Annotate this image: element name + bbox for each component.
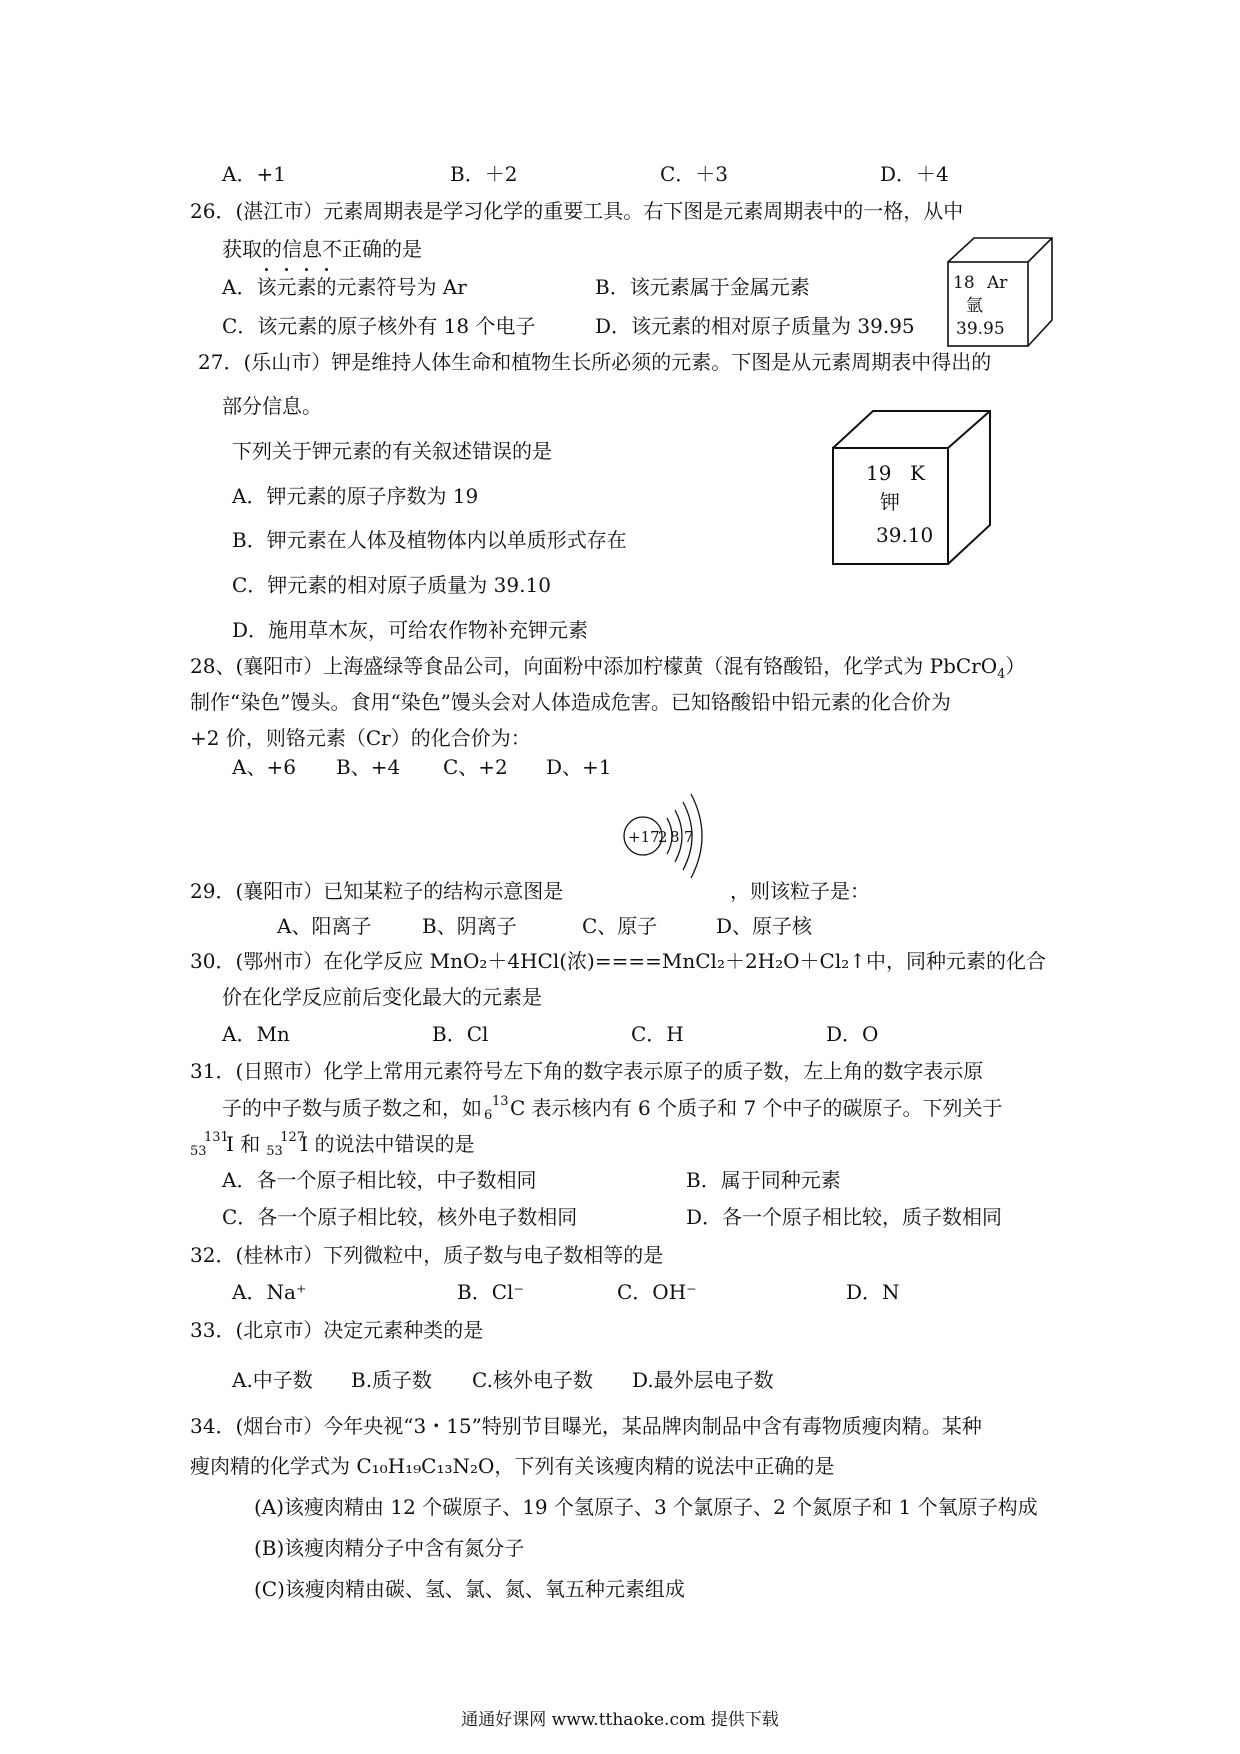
q30-option-b: B．Cl [432, 1022, 489, 1046]
q29-option-b: B、阴离子 [422, 914, 517, 938]
q32-option-c: C．OH⁻ [617, 1280, 697, 1304]
q27-option-c: C．钾元素的相对原子质量为 39.10 [232, 573, 551, 597]
q27-option-b: B．钾元素在人体及植物体内以单质形式存在 [232, 528, 627, 552]
q25-option-c: C．＋3 [660, 162, 729, 186]
ar-name: 氩 [966, 296, 983, 316]
q28-option-a: A、+6 [232, 755, 296, 779]
q31-option-a: A．各一个原子相比较，中子数相同 [222, 1168, 537, 1192]
q30-line2: 价在化学反应前后变化最大的元素是 [222, 985, 542, 1009]
k-mass: 39.10 [876, 523, 934, 547]
q26-option-c: C．该元素的原子核外有 18 个电子 [222, 314, 536, 338]
q31-option-c: C．各一个原子相比较，核外电子数相同 [222, 1205, 578, 1229]
q31-line2: 子的中子数与质子数之和，如 6 13 C 表示核内有 6 个质子和 7 个中子的碳原子。下列关于 [222, 1094, 1003, 1123]
q34-line2: 瘦肉精的化学式为 C₁₀H₁₉C₁₃N₂O，下列有关该瘦肉精的说法中正确的是 [190, 1454, 835, 1478]
shell-2-electrons: 8 [670, 828, 680, 846]
q34-line1: 34．(烟台市）今年央视“3・15”特别节目曝光，某品牌肉制品中含有毒物质瘦肉精。某种 [190, 1414, 982, 1438]
q29-option-a: A、阳离子 [277, 914, 372, 938]
q28-line2: 制作“染色”馒头。食用“染色”馒头会对人体造成危害。已知铬酸铅中铅元素的化合价为 [190, 690, 951, 714]
q31-line1: 31．(日照市）化学上常用元素符号左下角的数字表示原子的质子数，左上角的数字表示原 [190, 1059, 984, 1083]
q29-option-d: D、原子核 [716, 914, 813, 938]
q27-option-a: A．钾元素的原子序数为 19 [232, 484, 479, 508]
k-name: 钾 [880, 490, 900, 514]
q26-line1: 26．(湛江市）元素周期表是学习化学的重要工具。右下图是元素周期表中的一格，从中 [190, 199, 964, 223]
q26-option-a: A．该元素的元素符号为 Ar [222, 275, 467, 299]
page-footer: 通通好课网 www.tthaoke.com 提供下载 [461, 1710, 779, 1730]
q31-option-b: B．属于同种元素 [686, 1168, 841, 1192]
q34-option-a: (A)该瘦肉精由 12 个碳原子、19 个氢原子、3 个氯原子、2 个氮原子和 1 个氧原子构成 [254, 1495, 1038, 1519]
q29-option-c: C、原子 [582, 914, 658, 938]
q33-option-a: A.中子数 [232, 1368, 313, 1392]
q31-line3: 53 131 I 和 53 127 I 的说法中错误的是 [190, 1130, 475, 1159]
q34-option-c: (C)该瘦肉精由碳、氢、氯、氮、氧五种元素组成 [254, 1577, 685, 1601]
q27-line1: 27．(乐山市）钾是维持人体生命和植物生长所必须的元素。下图是从元素周期表中得出的 [198, 350, 992, 374]
q28-line3: +2 价，则铬元素（Cr）的化合价为： [190, 726, 531, 750]
q32-option-b: B．Cl⁻ [457, 1280, 524, 1304]
q29-text-b: ，则该粒子是： [730, 879, 870, 903]
q25-option-b: B．＋2 [450, 162, 518, 186]
q32-option-a: A．Na⁺ [232, 1280, 307, 1304]
q34-option-b: (B)该瘦肉精分子中含有氮分子 [254, 1536, 525, 1560]
ar-number: 18 [953, 273, 975, 293]
shell-3-electrons: 7 [684, 828, 694, 846]
shell-1-electrons: 2 [658, 828, 668, 846]
q28-option-c: C、+2 [443, 755, 508, 779]
q32-line1: 32．(桂林市）下列微粒中，质子数与电子数相等的是 [190, 1243, 664, 1267]
q27-option-d: D．施用草木灰，可给农作物补充钾元素 [232, 618, 589, 642]
q33-option-d: D.最外层电子数 [632, 1368, 774, 1392]
q28-option-d: D、+1 [546, 755, 612, 779]
q33-option-b: B.质子数 [351, 1368, 433, 1392]
q28-option-b: B、+4 [336, 755, 401, 779]
q29-text-a: 29．(襄阳市）已知某粒子的结构示意图是 [190, 879, 564, 903]
ar-symbol: Ar [987, 273, 1008, 293]
nucleus-charge: +17 [628, 828, 660, 846]
q25-option-a: A．+1 [222, 162, 286, 186]
q26-option-b: B．该元素属于金属元素 [595, 275, 810, 299]
q33-option-c: C.核外电子数 [472, 1368, 593, 1392]
q26-line2: 获取的信息不正确的是 [222, 237, 422, 261]
q27-line2: 部分信息。 [222, 394, 322, 418]
q27-stem: 下列关于钾元素的有关叙述错误的是 [232, 439, 552, 463]
q30-option-d: D．O [826, 1022, 879, 1046]
q30-line1: 30．(鄂州市）在化学反应 MnO₂＋4HCl(浓)====MnCl₂＋2H₂O＋Cl₂↑中，同种元素的化合 [190, 949, 1047, 973]
q30-option-a: A．Mn [222, 1022, 290, 1046]
q26-option-d: D．该元素的相对原子质量为 39.95 [595, 314, 915, 338]
q33-line1: 33．(北京市）决定元素种类的是 [190, 1318, 484, 1342]
q32-option-d: D．N [846, 1280, 900, 1304]
q31-option-d: D．各一个原子相比较，质子数相同 [686, 1205, 1003, 1229]
q30-option-c: C．H [631, 1022, 684, 1046]
q28-line1: 28、(襄阳市）上海盛绿等食品公司，向面粉中添加柠檬黄（混有铬酸铅，化学式为 PbCrO$_4$） [190, 654, 1026, 682]
k-symbol: K [910, 461, 925, 485]
k-number: 19 [866, 461, 892, 485]
q25-option-d: D．＋4 [880, 162, 949, 186]
ar-mass: 39.95 [956, 319, 1005, 339]
